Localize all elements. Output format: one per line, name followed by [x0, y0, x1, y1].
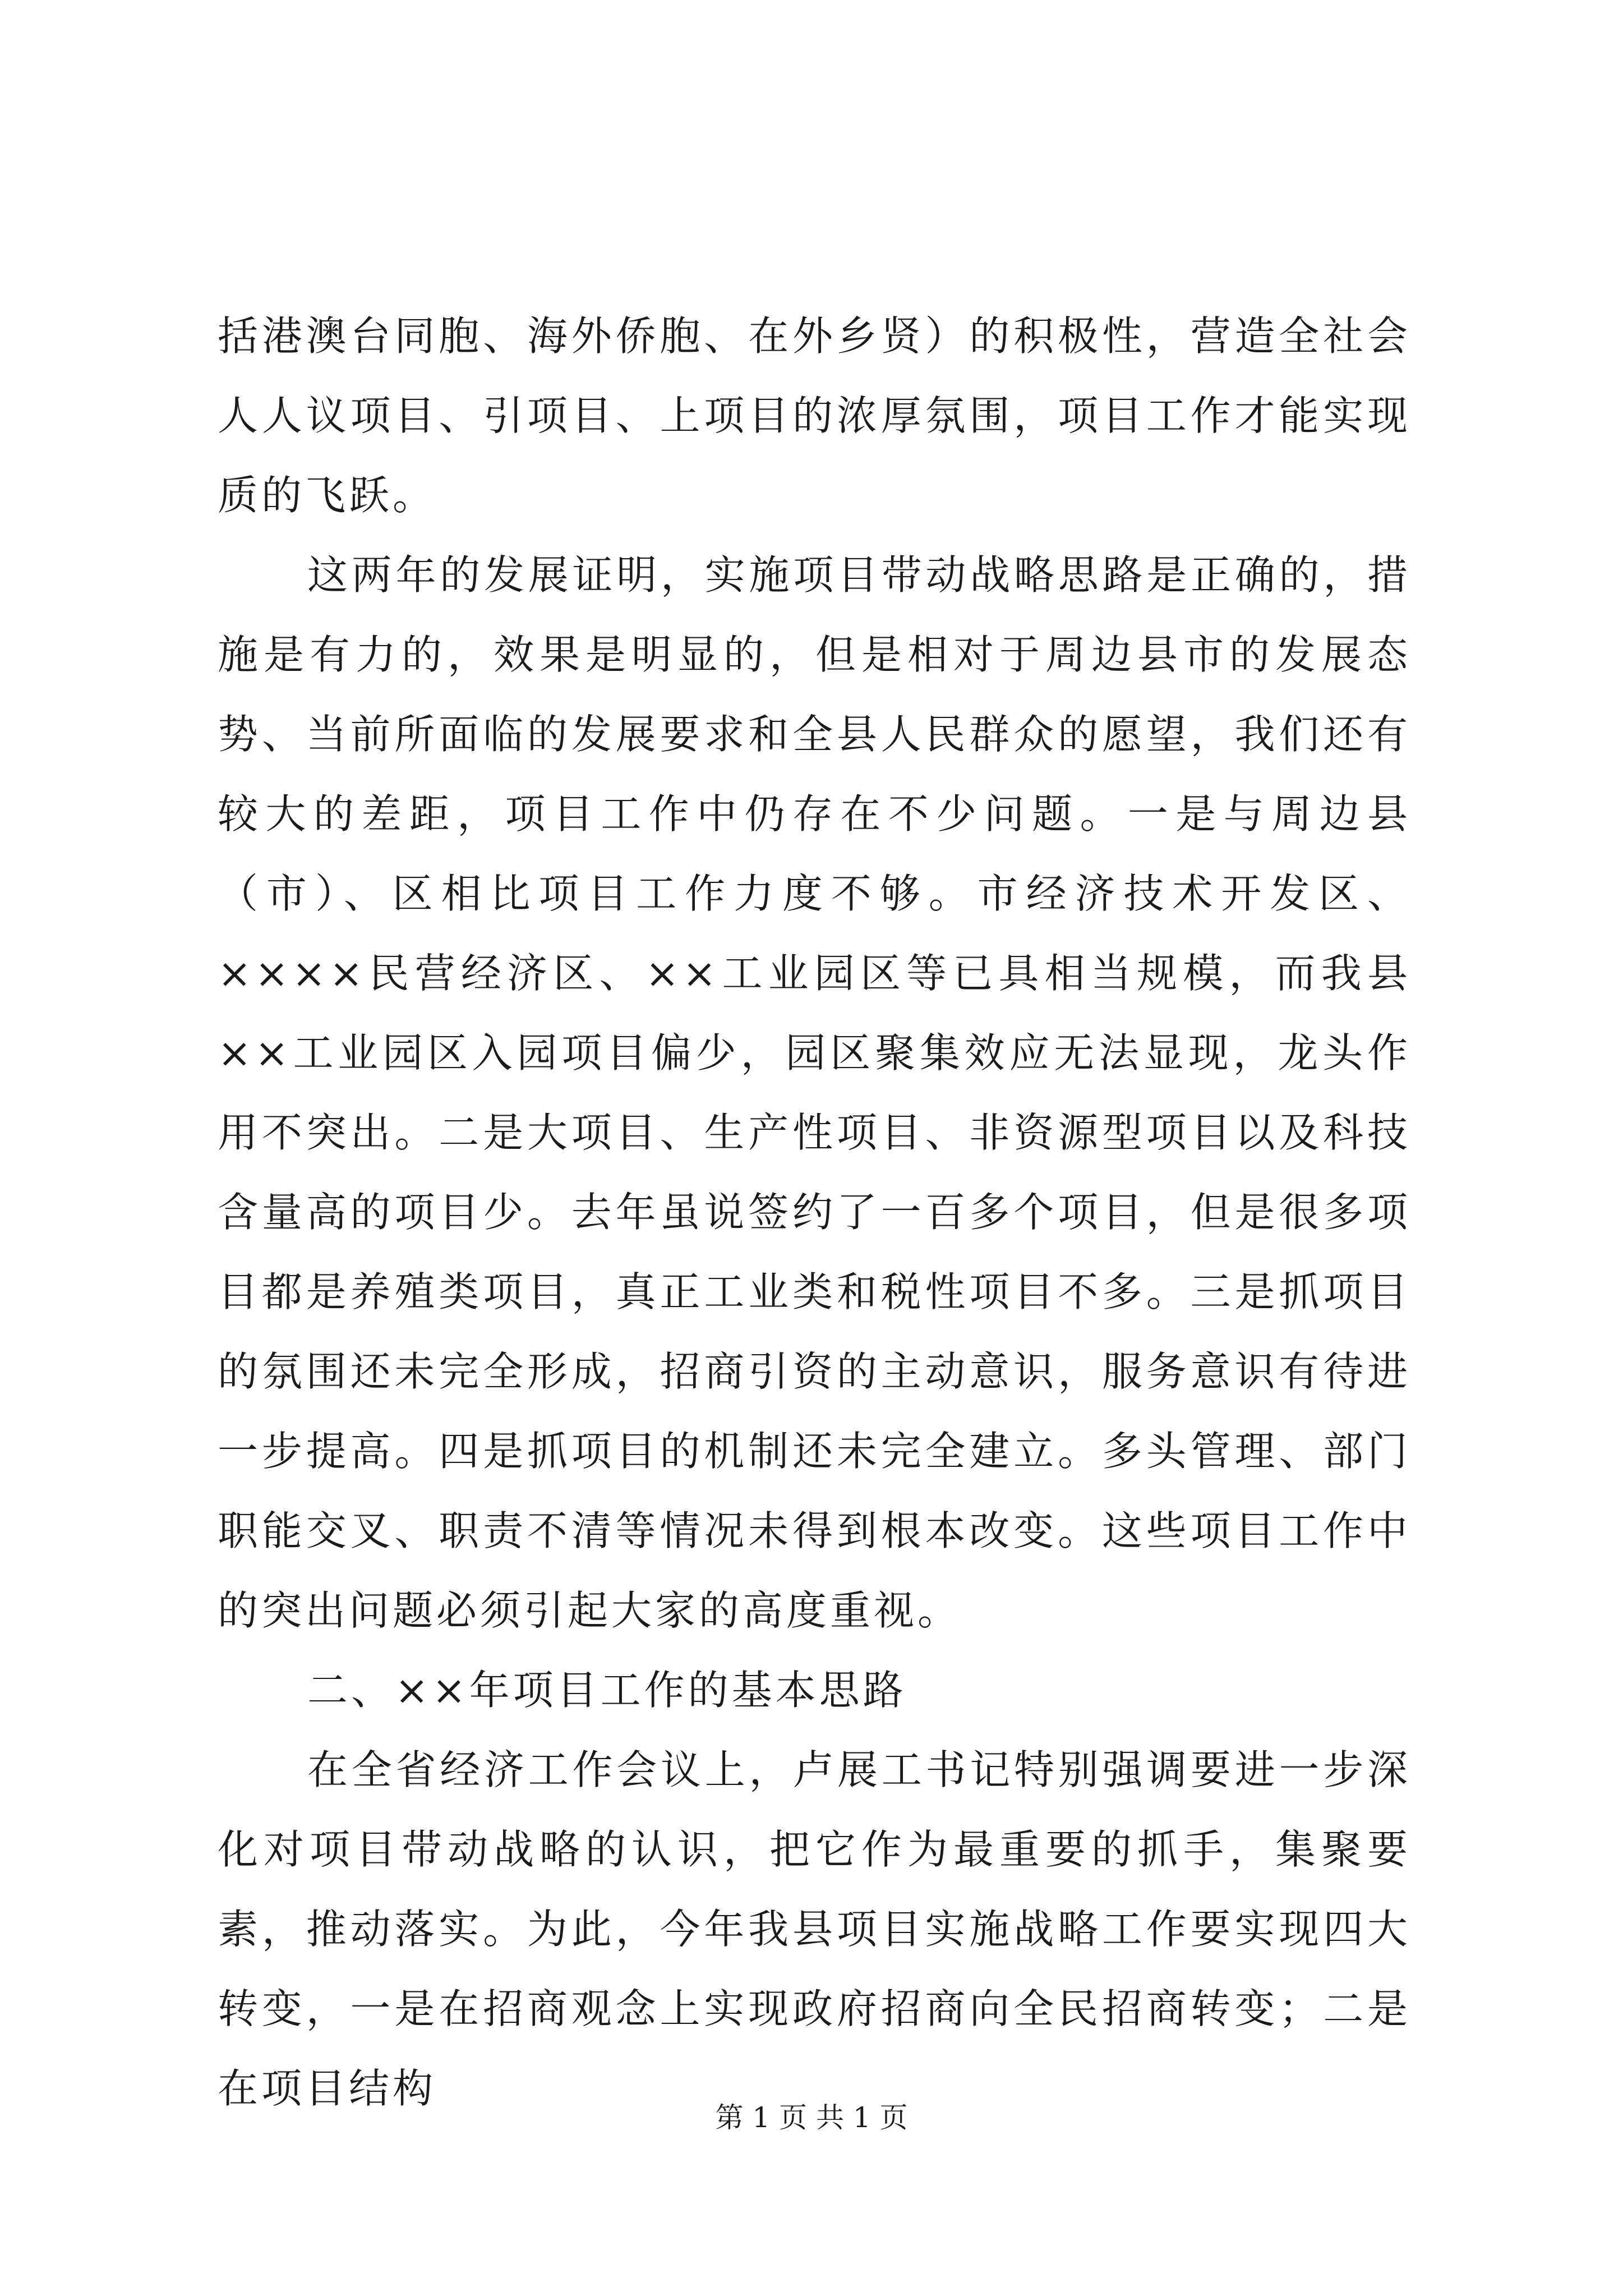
page-footer: 第 1 页 共 1 页 [715, 2101, 908, 2134]
document-body [218, 296, 1411, 2128]
section-heading: 二、××年项目工作的基本思路 [307, 1667, 907, 1714]
paragraph-1: 括港澳台同胞、海外侨胞、在外乡贤）的积极性，营造全社会人人议项目、引项目、上项目的浓厚氛围，项目工作才能实现质的飞跃。 [218, 312, 1411, 519]
paragraph-3: 在全省经济工作会议上，卢展工书记特别强调要进一步深化对项目带动战略的认识，把它作为最重要的抓手，集聚要素，推动落实。为此，今年我县项目实施战略工作要实现四大转变，一是在招商观念上实现政府招商向全民招商转变；二是在项目结构 [218, 1746, 1411, 2112]
paragraph-2: 这两年的发展证明，实施项目带动战略思路是正确的，措施是有力的，效果是明显的，但是相对于周边县市的发展态势、当前所面临的发展要求和全县人民群众的愿望，我们还有较大的差距，项目工作中仍存在不少问题。一是与周边县（市）、区相比项目工作力度不够。市经济技术开发区、××××民营经济区、××工业园区等已具相当规模，而我县××工业园区入园项目偏少，园区聚集效应无法显现，龙头作用不突出。二是大项目、生产性项目、非资源型项目以及科技含量高的项目少。去年虽说签约了一百多个项目，但是很多项目都是养殖类项目，真正工业类和税性项目不多。三是抓项目的氛围还未完全形成，招商引资的主动意识，服务意识有待进一步提高。四是抓项目的机制还未完全建立。多头管理、部门职能交叉、职责不清等情况未得到根本改变。这些项目工作中的突出问题必须引起大家的高度重视。 [218, 551, 1411, 1634]
